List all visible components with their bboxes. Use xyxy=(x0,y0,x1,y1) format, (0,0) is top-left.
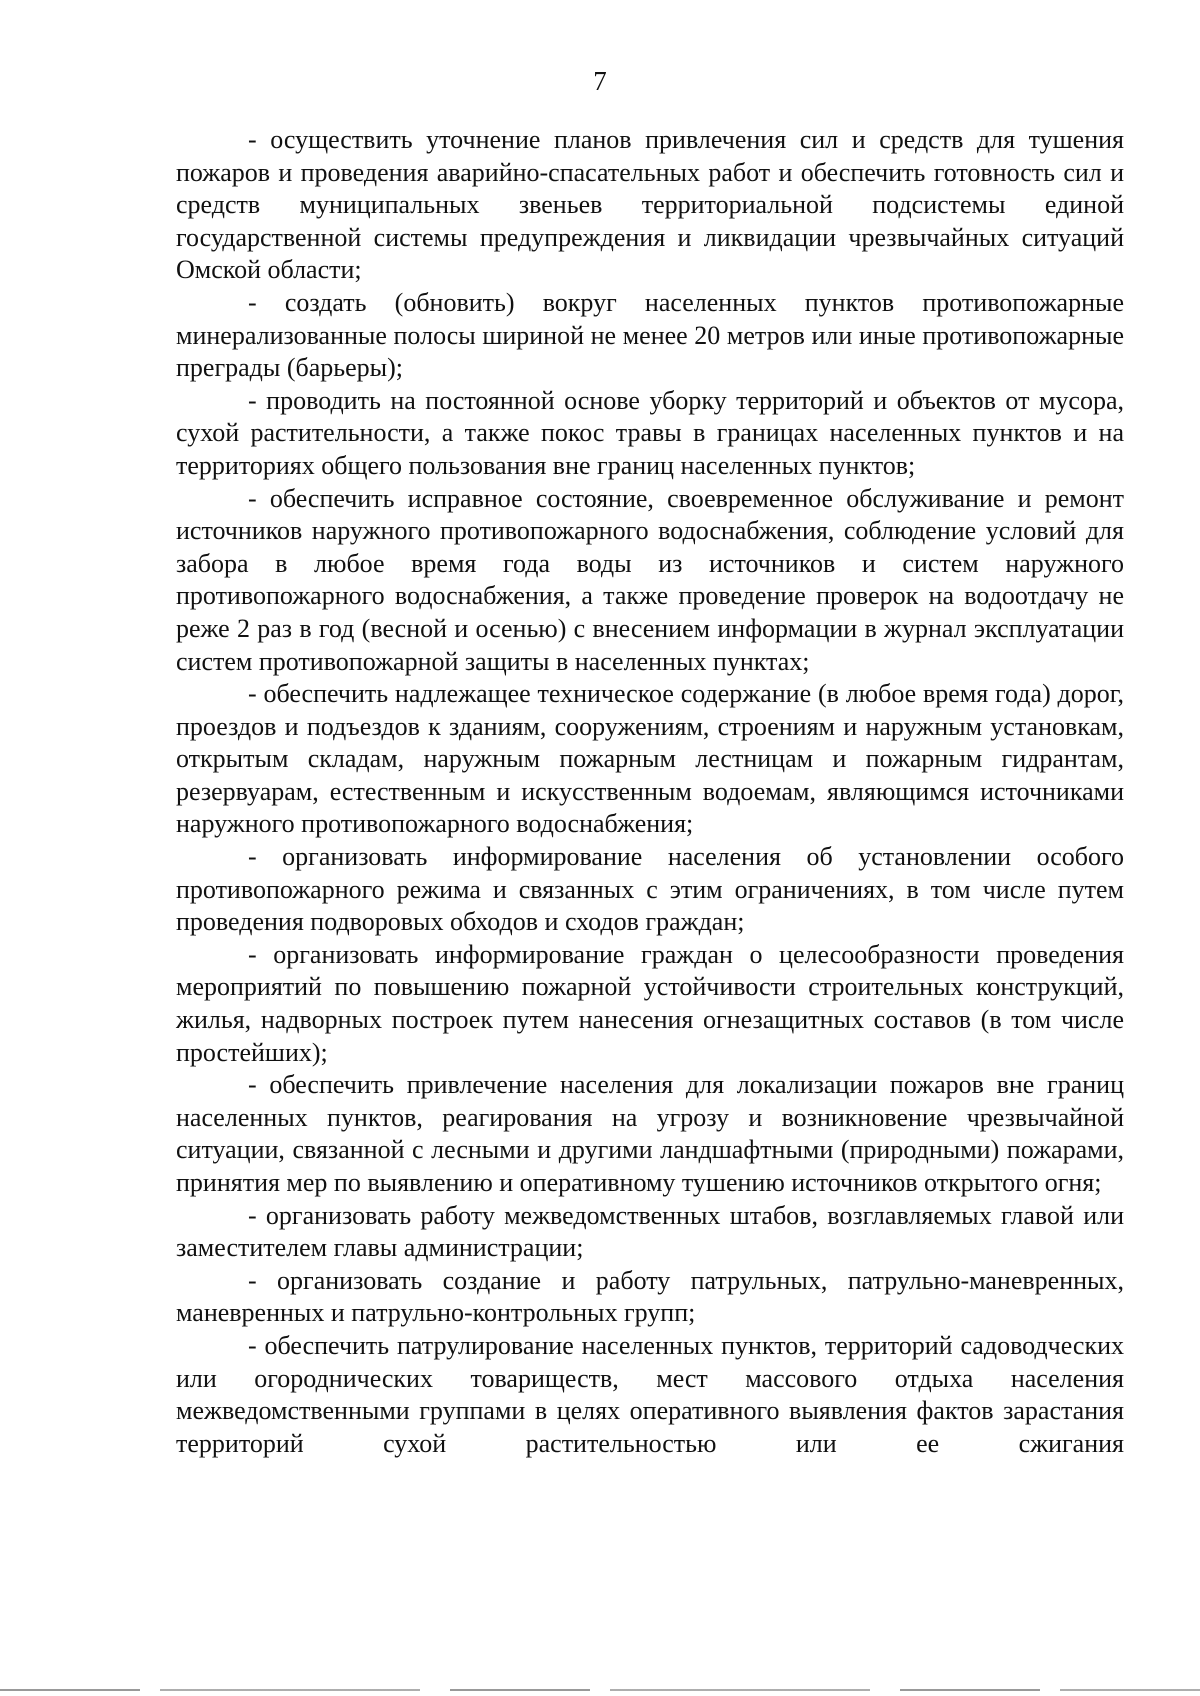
paragraph-population-involvement: - обеспечить привлечение населения для локализации пожаров вне границ населенных пунктов, реагирования на угрозу и возникновение чрезвычайной ситуации, связанной с лесными и другими ландшафтными (природными) пожарами, принятия мер по выявлению и оперативному тушению источников открытого огня; xyxy=(176,1070,1124,1197)
paragraph-forces-plans: - осуществить уточнение планов привлечения сил и средств для тушения пожаров и проведения аварийно-спасательных работ и обеспечить готовность сил и средств муниципальных звеньев территориальной подсистемы единой государственной системы предупреждения и ликвидации чрезвычайных ситуаций Омской области; xyxy=(176,125,1124,285)
paragraph-public-information: - организовать информирование населения об установлении особого противопожарного режима и связанных с этим ограничениях, в том числе путем проведения подворовых обходов и сходов граждан; xyxy=(176,842,1124,937)
paragraph-patrol-groups: - организовать создание и работу патрульных, патрульно-маневренных, маневренных и патрульно-контрольных групп; xyxy=(176,1265,1124,1328)
paragraph-fire-resistance: - организовать информирование граждан о целесообразности проведения мероприятий по повышению пожарной устойчивости строительных конструкций, жилья, надворных построек путем нанесения огнезащитных составов (в том числе простейших); xyxy=(176,939,1124,1067)
document-body xyxy=(176,124,1124,1460)
paragraph-patrolling: - обеспечить патрулирование населенных пунктов, территорий садоводческих или огороднических товариществ, мест массового отдыха населения межведомственными группами в целях оперативного выявления фактов зарастания территорий сухой растительностью или ее сжигания xyxy=(176,1330,1124,1458)
paragraph-roads-maintenance: - обеспечить надлежащее техническое содержание (в любое время года) дорог, проездов и подъездов к зданиям, сооружениям, строениям и наружным установкам, открытым складам, наружным пожарным лестницам и пожарным гидрантам, резервуарам, естественным и искусственным водоемам, являющимся источниками наружного противопожарного водоснабжения; xyxy=(176,679,1124,839)
page-number: 7 xyxy=(593,66,607,96)
paragraph-water-supply: - обеспечить исправное состояние, своевременное обслуживание и ремонт источников наружного противопожарного водоснабжения, соблюдение условий для забора в любое время года воды из источников и систем наружного противопожарного водоснабжения, а также проведение проверок на водоотдачу не реже 2 раз в год (весной и осенью) с внесением информации в журнал эксплуатации систем противопожарной защиты в населенных пунктах; xyxy=(176,483,1124,676)
paragraph-cleaning: - проводить на постоянной основе уборку территорий и объектов от мусора, сухой растительности, а также покос травы в границах населенных пунктов и на территориях общего пользования вне границ населенных пунктов; xyxy=(176,385,1124,480)
paragraph-headquarters: - организовать работу межведомственных штабов, возглавляемых главой или заместителем главы администрации; xyxy=(176,1200,1124,1263)
paragraph-firebreaks: - создать (обновить) вокруг населенных пунктов противопожарные минерализованные полосы шириной не менее 20 метров или иные противопожарные преграды (барьеры); xyxy=(176,287,1124,383)
scan-bottom-edge xyxy=(0,1689,1200,1691)
